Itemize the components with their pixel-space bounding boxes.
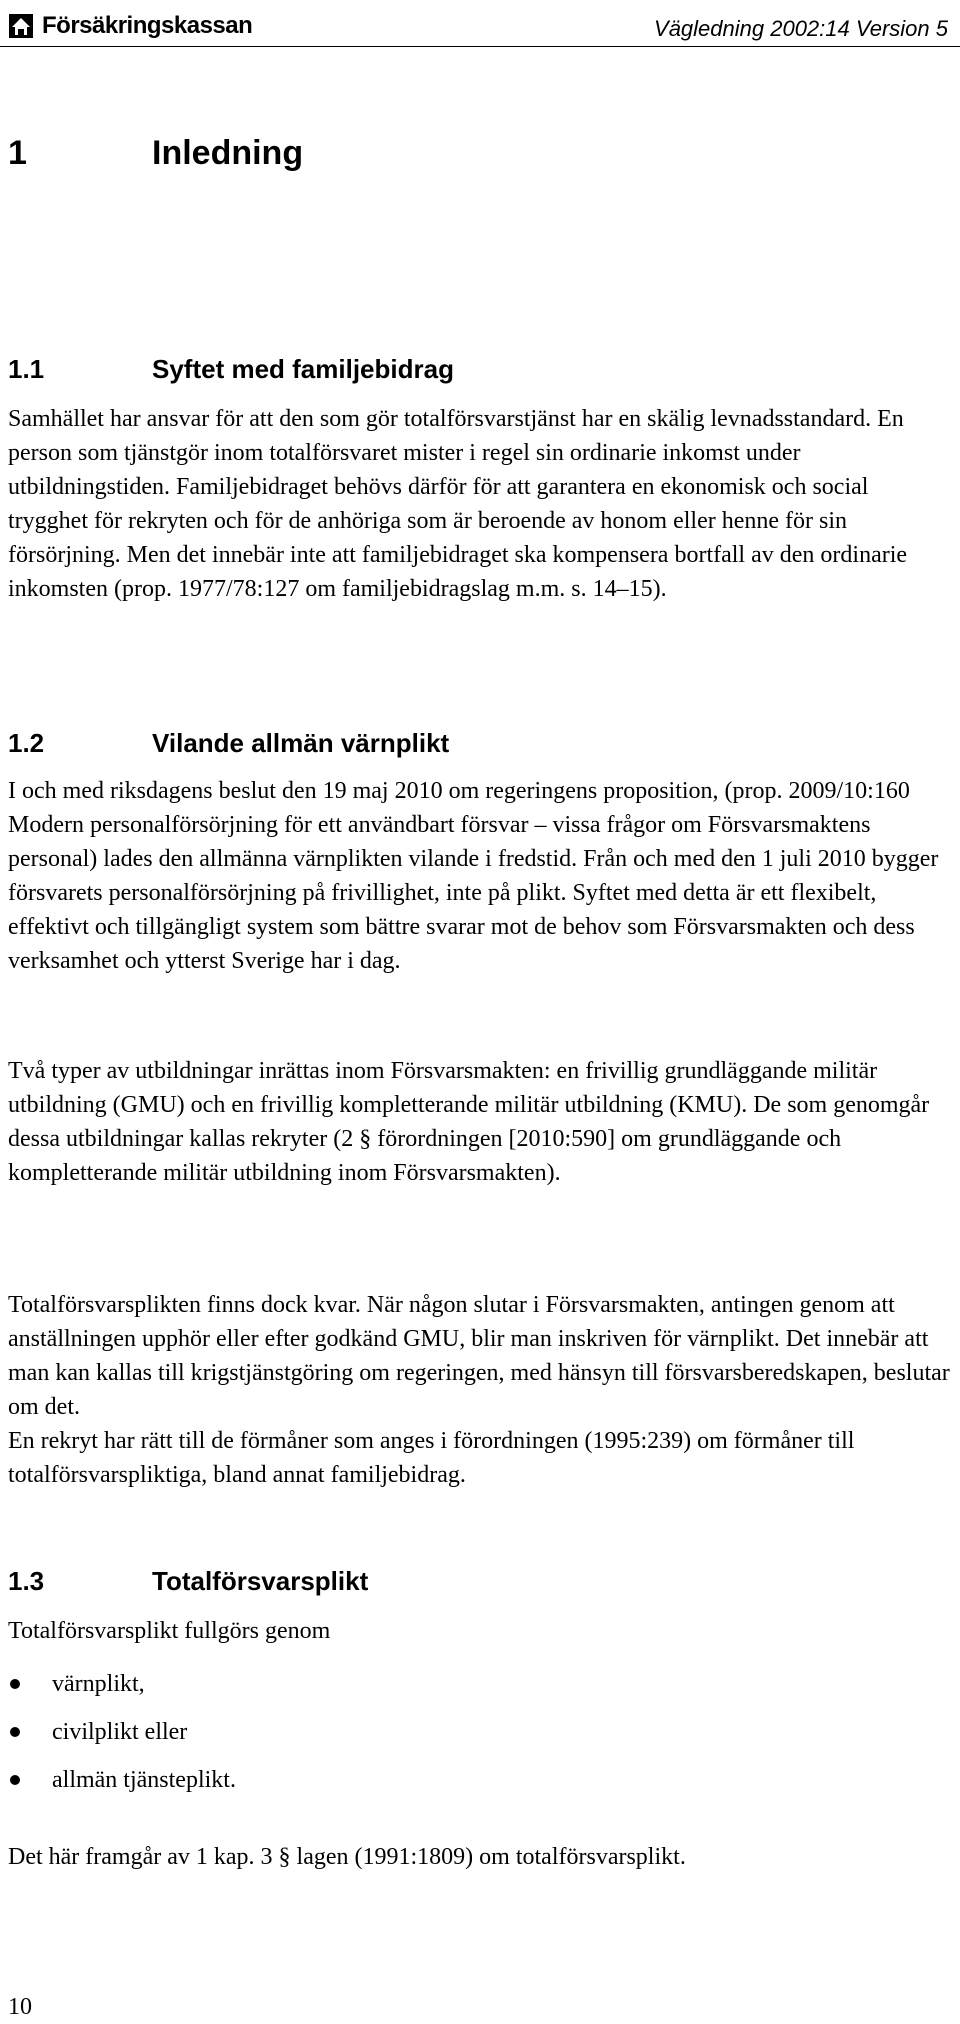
paragraph-conscription-dormant: I och med riksdagens beslut den 19 maj 2010 om regeringens proposition, (prop. 2009/10:160 Modern personalförsörjning för ett användbart försvar – vissa frågor om Försvarsmaktens personal) lades den allmänna värnplikten vilande i fredstid. Från och med den 1 juli 2010 bygger försvarets personalförsörjning på frivillighet, inte på plikt. Syftet med detta är ett flexibelt, effektivt och tillgängligt system som bättre svarar mot de behov som Försvarsmakten och dess verksamhet och ytterst Sverige har i dag. <box>8 778 939 974</box>
heading-title: Totalförsvarsplikt <box>152 1566 369 1596</box>
heading-1-1 <box>8 354 454 385</box>
list-item-text: värnplikt, <box>52 1671 145 1697</box>
heading-number: 1.3 <box>8 1566 45 1596</box>
list-item-text: allmän tjänsteplikt. <box>52 1767 236 1793</box>
heading-title: Syftet med familjebidrag <box>152 354 454 384</box>
bullet-icon <box>10 1727 20 1737</box>
heading-title: Vilande allmän värnplikt <box>152 728 450 758</box>
heading-number: 1.2 <box>8 728 45 758</box>
page-header <box>0 8 960 48</box>
paragraph-legal-reference: Det här framgår av 1 kap. 3 § lagen (1991:1809) om totalförsvarsplikt. <box>8 1844 686 1870</box>
header-rule <box>0 46 960 47</box>
paragraph-duty-intro: Totalförsvarsplikt fullgörs genom <box>8 1618 331 1644</box>
heading-1-3 <box>8 1566 369 1597</box>
heading-number: 1 <box>8 134 27 172</box>
heading-1 <box>8 134 304 173</box>
heading-title: Inledning <box>152 134 304 172</box>
paragraph-total-defence-duty: Totalförsvarsplikten finns dock kvar. När någon slutar i Försvarsmakten, antingen genom att anställningen upphör eller efter godkänd GMU, blir man inskriven för värnplikt. Det innebär att man kan kallas till krigstjänstgöring om regeringen, med hänsyn till försvarsberedskapen, beslutar om det. <box>8 1292 950 1420</box>
paragraph-training-types: Två typer av utbildningar inrättas inom Försvarsmakten: en frivillig grundläggande militär utbildning (GMU) och en frivillig kompletterande militär utbildning (KMU). De som genomgår dessa utbildningar kallas rekryter (2 § förordningen [2010:590] om grundläggande och kompletterande militär utbildning inom Försvarsmakten). <box>8 1058 930 1186</box>
paragraph-recruit-benefits: En rekryt har rätt till de förmåner som anges i förordningen (1995:239) om förmåner till totalförsvarspliktiga, bland annat familjebidrag. <box>8 1428 855 1488</box>
list-item-text: civilplikt eller <box>52 1719 188 1745</box>
heading-number: 1.1 <box>8 354 45 384</box>
paragraph-purpose: Samhället har ansvar för att den som gör totalförsvarstjänst har en skälig levnadsstandard. En person som tjänstgör inom totalförsvaret mister i regel sin ordinarie inkomst under utbildningstiden. Familjebidraget behövs därför för att garantera en ekonomisk och social trygghet för rekryten och för de anhöriga som är beroende av honom eller henne för sin försörjning. Men det innebär inte att familjebidraget ska kompensera bortfall av den ordinarie inkomsten (prop. 1977/78:127 om familjebidragslag m.m. s. 14–15). <box>8 406 908 602</box>
document-reference: Vägledning 2002:14 Version 5 <box>654 16 948 41</box>
bullet-icon <box>10 1775 20 1785</box>
bullet-icon <box>10 1679 20 1689</box>
page-number: 10 <box>8 1994 32 2020</box>
logo-text: Försäkringskassan <box>42 12 253 39</box>
heading-1-2 <box>8 728 450 759</box>
logo <box>8 12 252 40</box>
house-logo-icon <box>8 13 34 39</box>
